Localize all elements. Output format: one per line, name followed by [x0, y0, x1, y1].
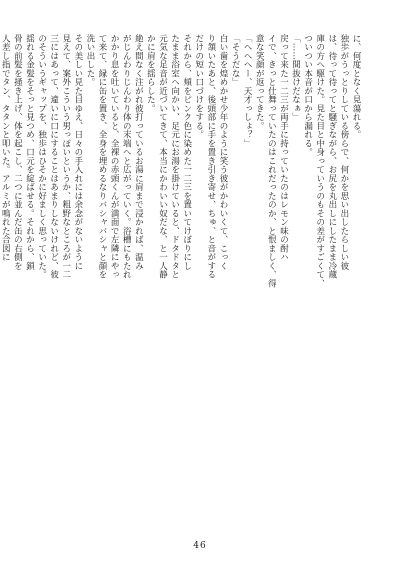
- text-line: は、待って待ってと騒ぎながら、お尻を丸出しにしたまま冷蔵: [326, 34, 337, 279]
- text-line: その美しい見た目ゆえ、日々の手入れには余念がないように: [72, 34, 83, 271]
- text-line: 人差し指でタン、タタンと叩いた。アルミが鳴れた合図に: [0, 34, 11, 262]
- text-line: 白い歯を煌めかせ少年のように笑う彼がかわいくて、こっく: [217, 34, 228, 271]
- text-line: 庫の方へ駆けた。見た目と中身っていうのもその差がすごくて、: [314, 34, 325, 288]
- text-line: 元気な足音が近づいてきて、本当にかわいい奴だな、と一人静: [157, 34, 168, 279]
- text-line: 戻って来た一二三が両手に持っていたのはレモン味の酎ハ: [278, 34, 289, 262]
- text-line: り頷いたあと、後頭部に手を置き引き寄せ、ちゅ、と音がする: [205, 34, 216, 279]
- text-line: 独歩がうっとりしている傍らで、何かを思い出したらしい彼: [338, 34, 349, 271]
- text-line: それから、頬をピンク色に染めた一二三を置いてけぼりにし: [181, 34, 192, 271]
- text-line: イで、きっと仕舞っていたのはこれだったのか、と恨ましく、得: [266, 34, 277, 288]
- text-line: 「へへへー、天才っしょ？」: [242, 34, 253, 148]
- text-line: かに肩を揺らした。: [145, 34, 156, 113]
- text-line: かかり息を吐いていると、全裸の赤頭くんが満面で左隣にやっ: [109, 34, 120, 279]
- text-line: のそういうギャップを、独歩はひそかに好ましく思っていた。: [36, 34, 47, 279]
- text-line: て来て、縁に缶を置き、全身を埋めるなりバシャバシャと顔を: [97, 34, 108, 279]
- text-line: がじんわりじんわり体の末端へと広がっていく。浴槽にもたれ: [121, 34, 132, 279]
- page-number: 46: [193, 541, 207, 551]
- vertical-text-block: [0, 34, 362, 530]
- text-line: 骨の前髪を掻き上げ、体を起こし、二つに並んだ缶の右側を: [12, 34, 23, 271]
- text-line: だけの短い口づけをする。: [193, 34, 204, 139]
- text-line: 絶え間なく注がれ彼打っているお湯に肩まで浸かれば、温み: [133, 34, 144, 271]
- text-line: 「……間抜けだなぁ」: [290, 34, 301, 122]
- text-line: に、何度となく見蕩れる。: [351, 34, 361, 139]
- text-line: 意な笑顔が返ってきた。: [254, 34, 265, 131]
- text-line: 見えて、案外こういう男っぽいというか、粗野なところが一二: [60, 34, 71, 279]
- text-line: 「そうだな」: [230, 34, 241, 87]
- text-line: 洗い出した。: [84, 34, 95, 87]
- text-line: ついつい本音が口から漏れる。: [302, 34, 313, 157]
- text-line: たまま浴室へ向かい、足元にお湯を掛けていると、ドタドタと: [169, 34, 180, 279]
- text-line: 揺れる金髪をそっと見つめ、口元を綻ばせる。それから、鎖: [24, 34, 35, 271]
- text-line: 三にはあって、違いに口にすることはあまりしないけれど、彼: [48, 34, 59, 279]
